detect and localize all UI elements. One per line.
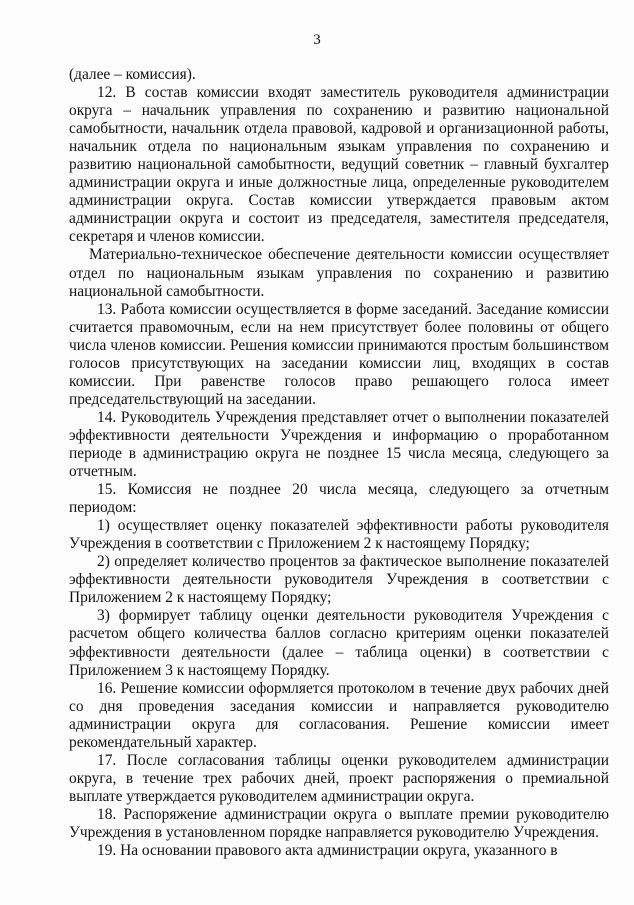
paragraph-material-support: Материально-техническое обеспечение деятельности комиссии осуществляет отдел по национальным языкам управления по сохранению и развитию национальной самобытности. bbox=[69, 246, 609, 300]
paragraph-16: 16. Решение комиссии оформляется протоколом в течение двух рабочих дней со дня проведения заседания комиссии и направляется руководителю администрации округа для согласования. Решение комиссии имеет рекомендательный характер. bbox=[69, 679, 609, 751]
paragraph-continuation: (далее – комиссия). bbox=[69, 66, 196, 83]
document-body bbox=[69, 66, 609, 860]
paragraph-14: 14. Руководитель Учреждения представляет отчет о выполнении показателей эффективности деятельности Учреждения и информацию о проработанном периоде в администрацию округа не позднее 15 числа месяца, следующего за отчетным. bbox=[69, 408, 609, 481]
paragraph-15-item-2: 2) определяет количество процентов за фактическое выполнение показателей эффективности деятельности руководителя Учреждения в соответствии с Приложением 2 к настоящему Порядку; bbox=[69, 553, 609, 607]
page-number: 3 bbox=[313, 32, 321, 48]
paragraph-15-item-3: 3) формирует таблицу оценки деятельности руководителя Учреждения с расчетом общего количества баллов согласно критериям оценки показателей эффективности деятельности (далее – таблица оценки) в соответствии с Приложением 3 к настоящему Порядку. bbox=[69, 607, 609, 679]
paragraph-13: 13. Работа комиссии осуществляется в форме заседаний. Заседание комиссии считается правомочным, если на нем присутствует более половины от общего числа членов комиссии. Решения комиссии принимаются простым большинством голосов присутствующих на заседании комиссии лиц, входящих в состав комиссии. При равенстве голосов право решающего голоса имеет председательствующий на заседании. bbox=[69, 300, 609, 408]
paragraph-15-item-1: 1) осуществляет оценку показателей эффективности работы руководителя Учреждения в соответствии с Приложением 2 к настоящему Порядку; bbox=[69, 517, 609, 553]
paragraph-17: 17. После согласования таблицы оценки руководителем администрации округа, в течение трех рабочих дней, проект распоряжения о премиальной выплате утверждается руководителем администрации округа. bbox=[69, 751, 609, 805]
paragraph-19: 19. На основании правового акта администрации округа, указанного в bbox=[97, 842, 558, 860]
paragraph-15: 15. Комиссия не позднее 20 числа месяца, следующего за отчетным периодом: bbox=[69, 481, 609, 517]
paragraph-18: 18. Распоряжение администрации округа о выплате премии руководителю Учреждения в установленном порядке направляется руководителю Учреждения. bbox=[69, 805, 609, 841]
paragraph-12: 12. В состав комиссии входят заместитель руководителя администрации округа – начальник управления по сохранению и развитию национальной самобытности, начальник отдела правовой, кадровой и организационной работы, начальник отдела по национальным языкам управления по сохранению и развитию национальной самобытности, ведущий советник – главный бухгалтер администрации округа и иные должностные лица, определенные руководителем администрации округа. Состав комиссии утверждается правовым актом администрации округа и состоит из председателя, заместителя председателя, секретаря и членов комиссии. bbox=[69, 84, 609, 246]
